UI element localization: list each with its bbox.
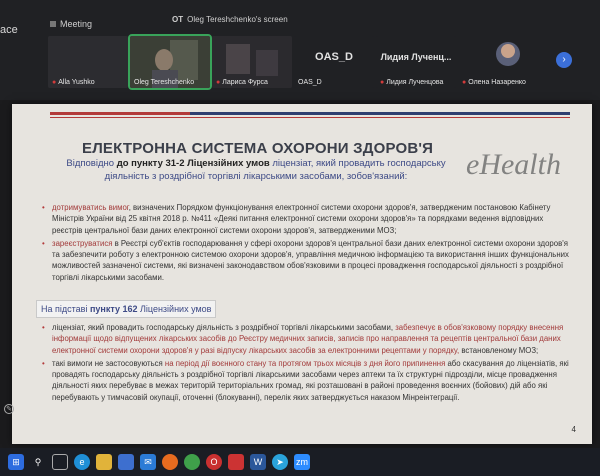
participant-name: ● Лидия Лученцова [380, 79, 444, 86]
license-conditions-list [42, 322, 572, 405]
windows-start-icon[interactable]: ⊞ [8, 454, 24, 470]
shield-icon[interactable] [228, 454, 244, 470]
participant-tile[interactable] [48, 36, 128, 88]
app-title-fragment: ace [0, 24, 18, 36]
task-view-icon[interactable] [52, 454, 68, 470]
participant-tile[interactable] [294, 36, 374, 88]
obligations-list [42, 202, 572, 285]
participant-tile[interactable] [376, 36, 456, 88]
slide-title: ЕЛЕКТРОННА СИСТЕМА ОХОРОНИ ЗДОРОВ'Я [82, 140, 434, 157]
list-item: • зареєструватися в Реєстрі суб'єктів господарювання у сфері охорони здоров'я центральної бази даних електронної системи охорони здоров'я та забезпечити роботу з електронною системою охорони здоров'я, управління медичною інформацією та використання інших функціональних можливостей зазначеної системи, які визначені законодавством обов'язковими в процесі провадження господарської діяльності з роздрібної торгівлі лікарськими засобами. [42, 238, 572, 283]
participant-name: ● Олена Назаренко [462, 79, 526, 86]
annotate-icon[interactable]: ✎ [4, 404, 14, 414]
meeting-label-text: Meeting [60, 19, 93, 29]
list-item: • ліцензіат, який провадить господарську діяльність з роздрібної торгівлі лікарськими засобами, забезпечує в обов'язковому порядку внесення інформації щодо відпущених лікарських засобів до Реєстру медичних записів, записів про направлення та рецептів центральної бази даних електронної системи охорони здоров'я у разі відпуску лікарських засобів за електронними рецептами у порядку, встановленому МОЗ; [42, 322, 572, 356]
slide-subtitle: Відповідно до пункту 31-2 Ліцензійних умов ліцензіат, який провадить господарську діяльність з роздрібної торгівлі лікарськими засобами, зобов'язаний: [66, 158, 446, 182]
meeting-label [50, 19, 92, 29]
mic-muted-icon: ● [462, 79, 467, 86]
meeting-top-bar [0, 0, 600, 100]
telegram-icon[interactable]: ➤ [272, 454, 288, 470]
windows-taskbar [0, 448, 600, 476]
opera-icon[interactable]: O [206, 454, 222, 470]
list-item: • такі вимоги не застосовуються на період дії воєнного стану та протягом трьох місяців з дня його припинення або скасування до ліцензіатів, які провадять господарську діяльність з роздрібної торгівлі лікарськими засобами через аптеки та їх структурні підрозділи, місце провадження діяльності яких перебуває в межах територій територіальних громад, які розташовані в районі проведення воєнних (бойових) дій або які перебувають у тимчасовій окупації, оточенні (блокуванні), перелік яких затверджується наказом Мінреінтеграції. [42, 358, 572, 403]
word-icon[interactable]: W [250, 454, 266, 470]
slide-accent-bar [50, 112, 190, 115]
section-heading: На підставі пункту 162 Ліцензійних умов [36, 300, 216, 318]
firefox-icon[interactable] [162, 454, 178, 470]
mic-muted-icon: ● [380, 79, 385, 86]
participant-name: OAS_D [298, 79, 322, 86]
shared-screen-label [172, 15, 288, 24]
participant-name: Oleg Tereshchenko [134, 79, 195, 86]
chevron-right-icon[interactable]: › [556, 52, 572, 68]
meeting-icon [50, 21, 56, 27]
search-icon[interactable]: ⚲ [34, 456, 42, 467]
participant-name: ● Лариса Фурса [216, 79, 268, 86]
mic-muted-icon: ● [216, 79, 221, 86]
mic-muted-icon: ● [52, 79, 57, 86]
slide-accent-bar [190, 112, 570, 115]
participant-tile[interactable] [212, 36, 292, 88]
slide-page-number: 4 [571, 425, 576, 434]
file-explorer-icon[interactable] [96, 454, 112, 470]
participant-initials: Лидия Лученц... [380, 51, 452, 62]
ehealth-logo: eHealth [466, 148, 561, 181]
participant-initials: OAS_D [315, 50, 353, 63]
screen-label-text: Oleg Tereshchenko's screen [187, 15, 288, 24]
participant-tile[interactable] [458, 36, 544, 88]
slide-accent-line [50, 117, 570, 118]
participant-name: ● Alla Yushko [52, 79, 95, 86]
mail-icon[interactable]: ✉ [140, 454, 156, 470]
store-icon[interactable] [118, 454, 134, 470]
shared-slide [12, 104, 592, 444]
edge-icon[interactable]: e [74, 454, 90, 470]
zoom-icon[interactable]: zm [294, 454, 310, 470]
participant-tile-active[interactable] [130, 36, 210, 88]
chrome-icon[interactable] [184, 454, 200, 470]
screen-tag: OT [172, 15, 184, 24]
list-item: • дотримуватись вимог, визначених Порядком функціонування електронної системи охорони здоров'я, затвердженим постановою Кабінету Міністрів України від 25 квітня 2018 р. №411 «Деякі питання електронної системи охорони здоров'я» та порядками ведення відповідних реєстрів центральної бази даних електронної системи охорони здоров'я, затвердженими МОЗ; [42, 202, 572, 236]
